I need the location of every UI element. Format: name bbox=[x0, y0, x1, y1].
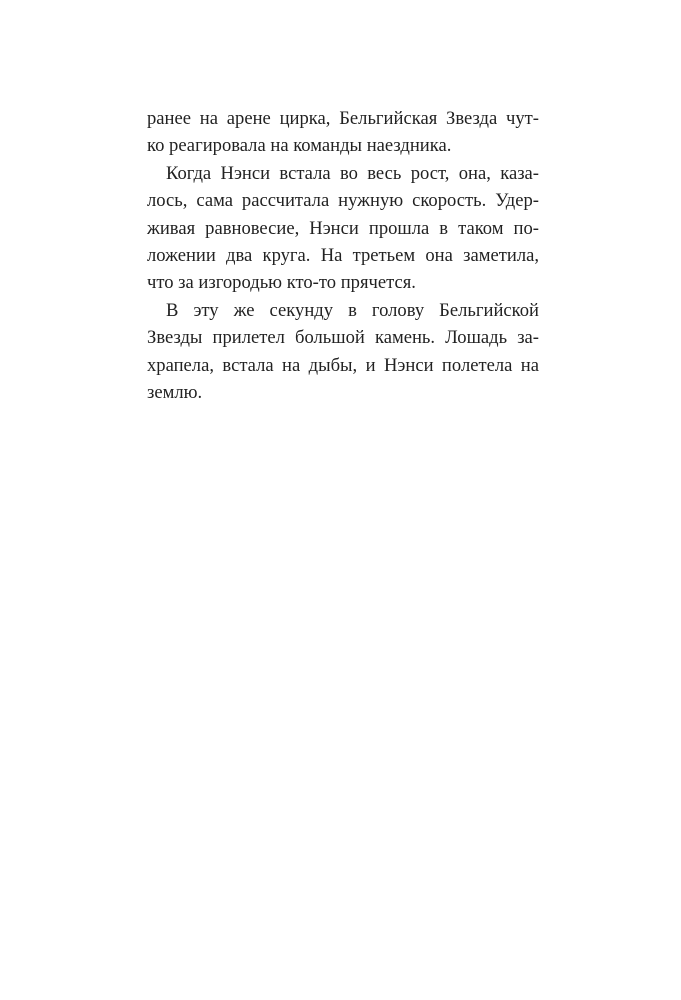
text-line: ко реагировала на команды наездника. bbox=[147, 135, 452, 157]
text-line: Звезды прилетел большой камень. Лошадь за- bbox=[147, 327, 539, 349]
text-line: живая равновесие, Нэнси прошла в таком по- bbox=[147, 217, 539, 239]
page-body bbox=[147, 105, 539, 406]
paragraph-3 bbox=[147, 297, 539, 407]
text-line: Когда Нэнси встала во весь рост, она, каза- bbox=[166, 162, 539, 184]
text-line: лось, сама рассчитала нужную скорость. Удер- bbox=[147, 190, 539, 212]
paragraph-1 bbox=[147, 105, 539, 160]
text-line: что за изгородью кто-то прячется. bbox=[147, 272, 416, 294]
text-line: В эту же секунду в голову Бельгийской bbox=[166, 299, 539, 321]
text-line: землю. bbox=[147, 381, 203, 403]
paragraph-2 bbox=[147, 160, 539, 297]
text-line: ранее на арене цирка, Бельгийская Звезда чут- bbox=[147, 108, 539, 129]
text-line: ложении два круга. На третьем она заметила, bbox=[147, 244, 539, 266]
text-line: храпела, встала на дыбы, и Нэнси полетела на bbox=[147, 354, 539, 376]
